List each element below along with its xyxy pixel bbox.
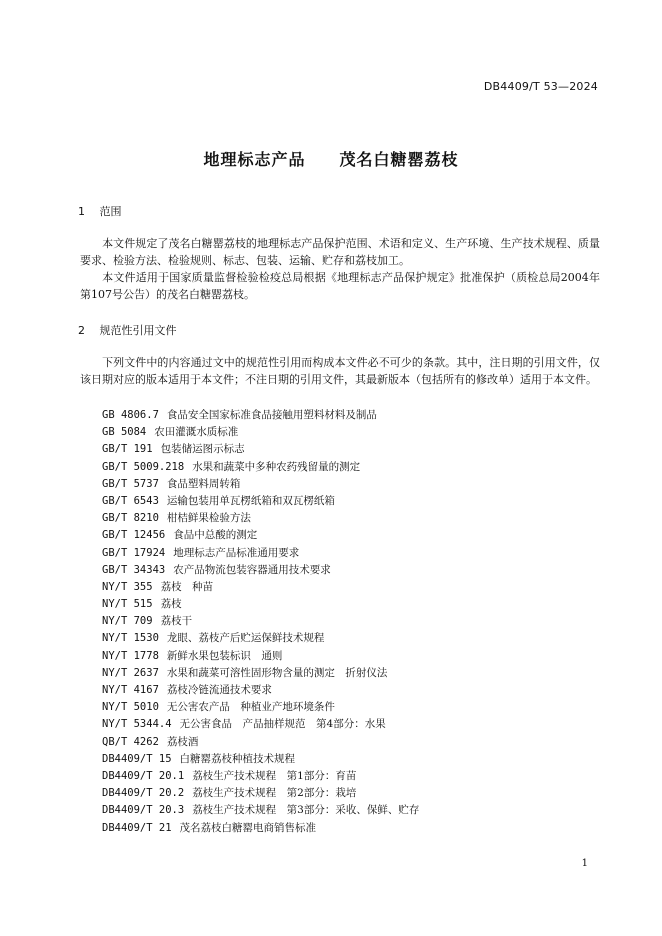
reference-item: DB4409/T 20.3 荔枝生产技术规程 第3部分：采收、保鲜、贮存 bbox=[102, 804, 420, 817]
reference-item: GB/T 12456 食品中总酸的测定 bbox=[102, 529, 258, 542]
reference-item: GB/T 5737 食品塑料周转箱 bbox=[102, 477, 241, 490]
section-title: 规范性引用文件 bbox=[99, 324, 177, 337]
reference-item: NY/T 4167 荔枝冷链流通技术要求 bbox=[102, 684, 272, 696]
reference-item: NY/T 5344.4 无公害食品 产品抽样规范 第4部分：水果 bbox=[102, 718, 386, 731]
section-title: 范围 bbox=[99, 205, 122, 218]
reference-item: DB4409/T 20.2 荔枝生产技术规程 第2部分：栽培 bbox=[102, 787, 357, 800]
section-number: 1 bbox=[78, 205, 85, 218]
reference-item: GB/T 5009.218 水果和蔬菜中多种农药残留量的测定 bbox=[102, 460, 361, 473]
reference-item: GB 5084 农田灌溉水质标准 bbox=[102, 426, 239, 439]
section-2-heading bbox=[78, 322, 177, 338]
reference-item: GB/T 34343 农产品物流包装容器通用技术要求 bbox=[102, 563, 331, 576]
reference-item: NY/T 709 荔枝干 bbox=[102, 615, 193, 628]
reference-item: QB/T 4262 荔枝酒 bbox=[102, 735, 199, 748]
page-number: 1 bbox=[581, 858, 588, 869]
reference-list bbox=[102, 407, 419, 837]
reference-item: DB4409/T 20.1 荔枝生产技术规程 第1部分：育苗 bbox=[102, 769, 357, 782]
section-number: 2 bbox=[78, 324, 85, 337]
reference-item: NY/T 2637 水果和蔬菜可溶性固形物含量的测定 折射仪法 bbox=[102, 666, 388, 679]
reference-item: NY/T 1778 新鲜水果包装标识 通则 bbox=[102, 649, 283, 662]
reference-item: NY/T 5010 无公害农产品 种植业产地环境条件 bbox=[102, 701, 335, 714]
reference-item: DB4409/T 21 茂名荔枝白糖罂电商销售标准 bbox=[102, 821, 317, 834]
reference-item: NY/T 1530 龙眼、荔枝产后贮运保鲜技术规程 bbox=[102, 632, 325, 645]
reference-item: GB/T 17924 地理标志产品标准通用要求 bbox=[102, 546, 300, 559]
reference-item: GB/T 6543 运输包装用单瓦楞纸箱和双瓦楞纸箱 bbox=[102, 494, 335, 507]
scope-paragraph-2: 本文件适用于国家质量监督检验检疫总局根据《地理标志产品保护规定》批准保护（质检总局2004年第107号公告）的茂名白糖罂荔枝。 bbox=[80, 271, 600, 301]
reference-item: GB 4806.7 食品安全国家标准食品接触用塑料材料及制品 bbox=[102, 409, 377, 421]
reference-item: GB/T 8210 柑桔鲜果检验方法 bbox=[102, 512, 251, 525]
reference-item: NY/T 355 荔枝 种苗 bbox=[102, 580, 214, 593]
references-intro-paragraph: 下列文件中的内容通过文中的规范性引用而构成本文件必不可少的条款。其中，注日期的引用文件，仅该日期对应的版本适用于本文件；不注日期的引用文件，其最新版本（包括所有的修改单）适用于本文件。 bbox=[80, 356, 600, 386]
document-code: DB4409/T 53—2024 bbox=[483, 80, 598, 93]
scope-paragraph-1: 本文件规定了茂名白糖罂荔枝的地理标志产品保护范围、术语和定义、生产环境、生产技术规程、质量要求、检验方法、检验规则、标志、包装、运输、贮存和荔枝加工。 bbox=[80, 237, 600, 267]
reference-item: NY/T 515 荔枝 bbox=[102, 598, 182, 611]
section-1-heading bbox=[78, 203, 122, 219]
reference-item: GB/T 191 包装储运图示标志 bbox=[102, 443, 245, 456]
reference-item: DB4409/T 15 白糖罂荔枝种植技术规程 bbox=[102, 752, 296, 765]
document-title: 地理标志产品 茂名白糖罂荔枝 bbox=[203, 150, 459, 169]
